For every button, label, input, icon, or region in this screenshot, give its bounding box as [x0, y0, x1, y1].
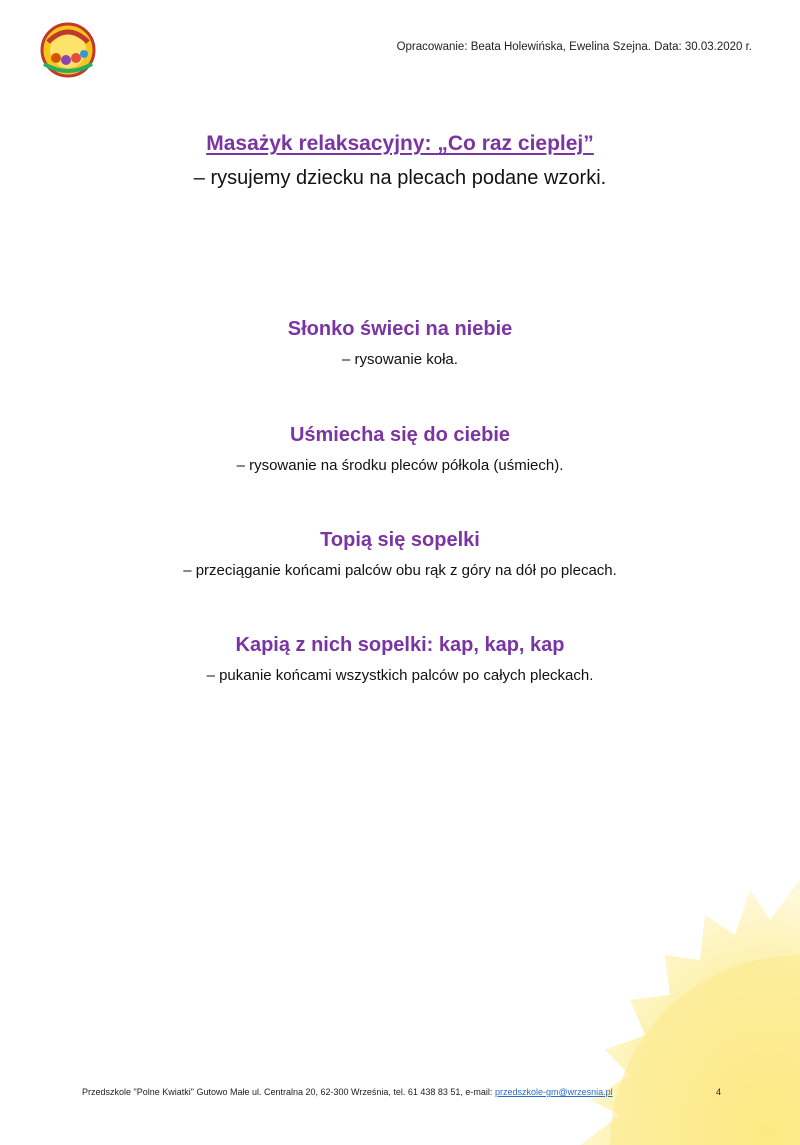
step-description: – rysowanie na środku pleców półkola (uśmiech).	[236, 457, 564, 474]
step-heading: Kapią z nich sopelki: kap, kap, kap	[235, 634, 565, 656]
author-date-line: Opracowanie: Beata Holewińska, Ewelina Szejna. Data: 30.03.2020 r.	[396, 41, 752, 53]
page-subtitle: – rysujemy dziecku na plecach podane wzorki.	[193, 167, 607, 189]
step-description: – rysowanie koła.	[342, 351, 458, 368]
step-section	[0, 634, 800, 684]
step-heading: Topią się sopelki	[320, 529, 480, 551]
step-section	[0, 318, 800, 368]
footer-address	[82, 1087, 613, 1097]
step-description: – pukanie końcami wszystkich palców po całych pleckach.	[206, 667, 594, 684]
preschool-logo-icon	[34, 20, 102, 80]
step-section	[0, 529, 800, 579]
footer-email-link[interactable]: przedszkole-gm@wrzesnia.pl	[494, 1087, 613, 1097]
footer-address-text: Przedszkole "Polne Kwiatki" Gutowo Małe ul. Centralna 20, 62-300 Września, tel. 61 438 83 51, e-mail:	[82, 1087, 495, 1097]
step-heading: Słonko świeci na niebie	[287, 318, 513, 340]
page-number: 4	[716, 1087, 722, 1097]
step-description: – przeciąganie końcami palców obu rąk z góry na dół po plecach.	[183, 562, 617, 579]
sun-decoration-icon	[500, 860, 800, 1145]
step-heading: Uśmiecha się do ciebie	[289, 424, 511, 446]
step-section	[0, 424, 800, 474]
page-title: Masażyk relaksacyjny: „Co raz cieplej”	[206, 132, 594, 155]
